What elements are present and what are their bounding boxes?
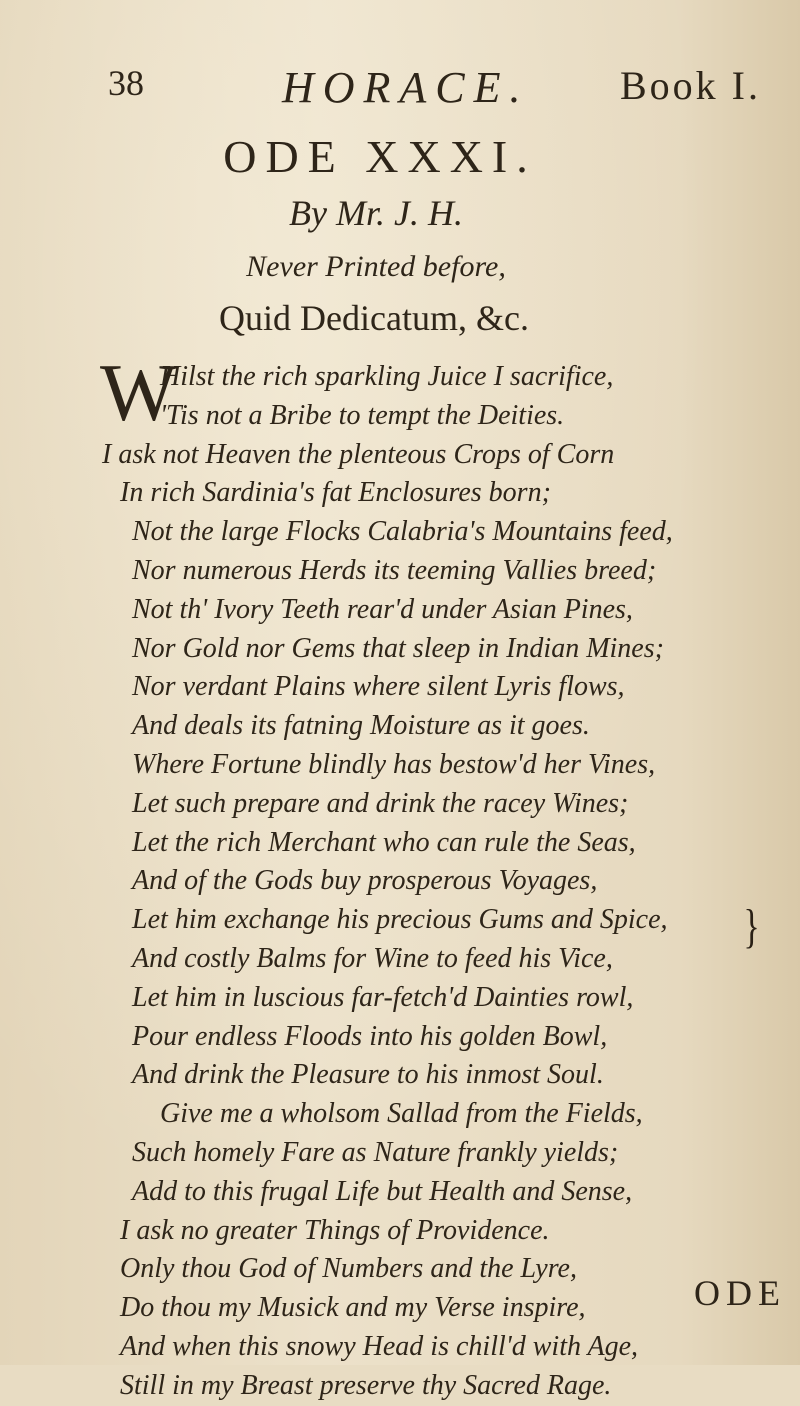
- running-head: [0, 62, 800, 112]
- poem-line: Add to this frugal Life but Health and Sense,: [132, 1175, 633, 1207]
- poem-line: In rich Sardinia's fat Enclosures born;: [120, 477, 551, 509]
- poem-line: And deals its fatning Moisture as it goes.: [132, 710, 590, 742]
- book-label: Book I.: [620, 63, 761, 108]
- poem-line: Do thou my Musick and my Verse inspire,: [120, 1292, 586, 1324]
- poem-body: [102, 358, 782, 1406]
- catchword: ODE: [694, 1273, 786, 1313]
- poem-line: Not th' Ivory Teeth rear'd under Asian Pines,: [132, 593, 633, 625]
- poem-line: Nor numerous Herds its teeming Vallies breed;: [132, 554, 657, 586]
- poem-line: I ask not Heaven the plenteous Crops of Corn: [102, 438, 615, 470]
- poem-line: And drink the Pleasure to his inmost Soul.: [132, 1059, 604, 1091]
- poem-line: Still in my Breast preserve thy Sacred Rage.: [120, 1369, 612, 1401]
- poem-line: And costly Balms for Wine to feed his Vice,: [132, 942, 613, 974]
- poem-line: Let him exchange his precious Gums and Spice,: [132, 904, 668, 936]
- poem-line: 'Tis not a Bribe to tempt the Deities.: [160, 399, 565, 431]
- poem-line: Pour endless Floods into his golden Bowl,: [132, 1020, 608, 1052]
- poem-line: Give me a wholsom Sallad from the Fields,: [160, 1098, 643, 1130]
- poem-line: Not the large Flocks Calabria's Mountains feed,: [132, 516, 673, 548]
- poem-line: Such homely Fare as Nature frankly yields;: [132, 1136, 619, 1168]
- ode-byline: By Mr. J. H.: [289, 193, 463, 233]
- poem-line: Only thou God of Numbers and the Lyre,: [120, 1253, 577, 1285]
- ode-title: ODE XXXI.: [223, 131, 537, 182]
- drop-cap: W: [100, 347, 178, 438]
- poem-line: Nor verdant Plains where silent Lyris flows,: [132, 671, 625, 703]
- poem-line: Where Fortune blindly has bestow'd her Vines,: [132, 748, 656, 780]
- margin-bracket-mark: }: [743, 900, 760, 953]
- poem-line: Nor Gold nor Gems that sleep in Indian Mines;: [132, 632, 664, 664]
- running-title: HORACE.: [282, 63, 530, 112]
- poem-line: Let the rich Merchant who can rule the Seas,: [132, 826, 636, 858]
- poem-line: Let such prepare and drink the racey Wines;: [132, 787, 629, 819]
- poem-line: And of the Gods buy prosperous Voyages,: [132, 865, 598, 897]
- ode-note: Never Printed before,: [246, 250, 506, 283]
- poem-line: I ask no greater Things of Providence.: [120, 1214, 550, 1246]
- poem-line: Hilst the rich sparkling Juice I sacrifice,: [160, 361, 614, 392]
- page-number: 38: [108, 63, 144, 103]
- ode-epigraph: Quid Dedicatum, &c.: [219, 298, 529, 338]
- poem-line: Let him in luscious far-fetch'd Dainties rowl,: [132, 981, 634, 1013]
- poem-line: And when this snowy Head is chill'd with Age,: [120, 1330, 638, 1362]
